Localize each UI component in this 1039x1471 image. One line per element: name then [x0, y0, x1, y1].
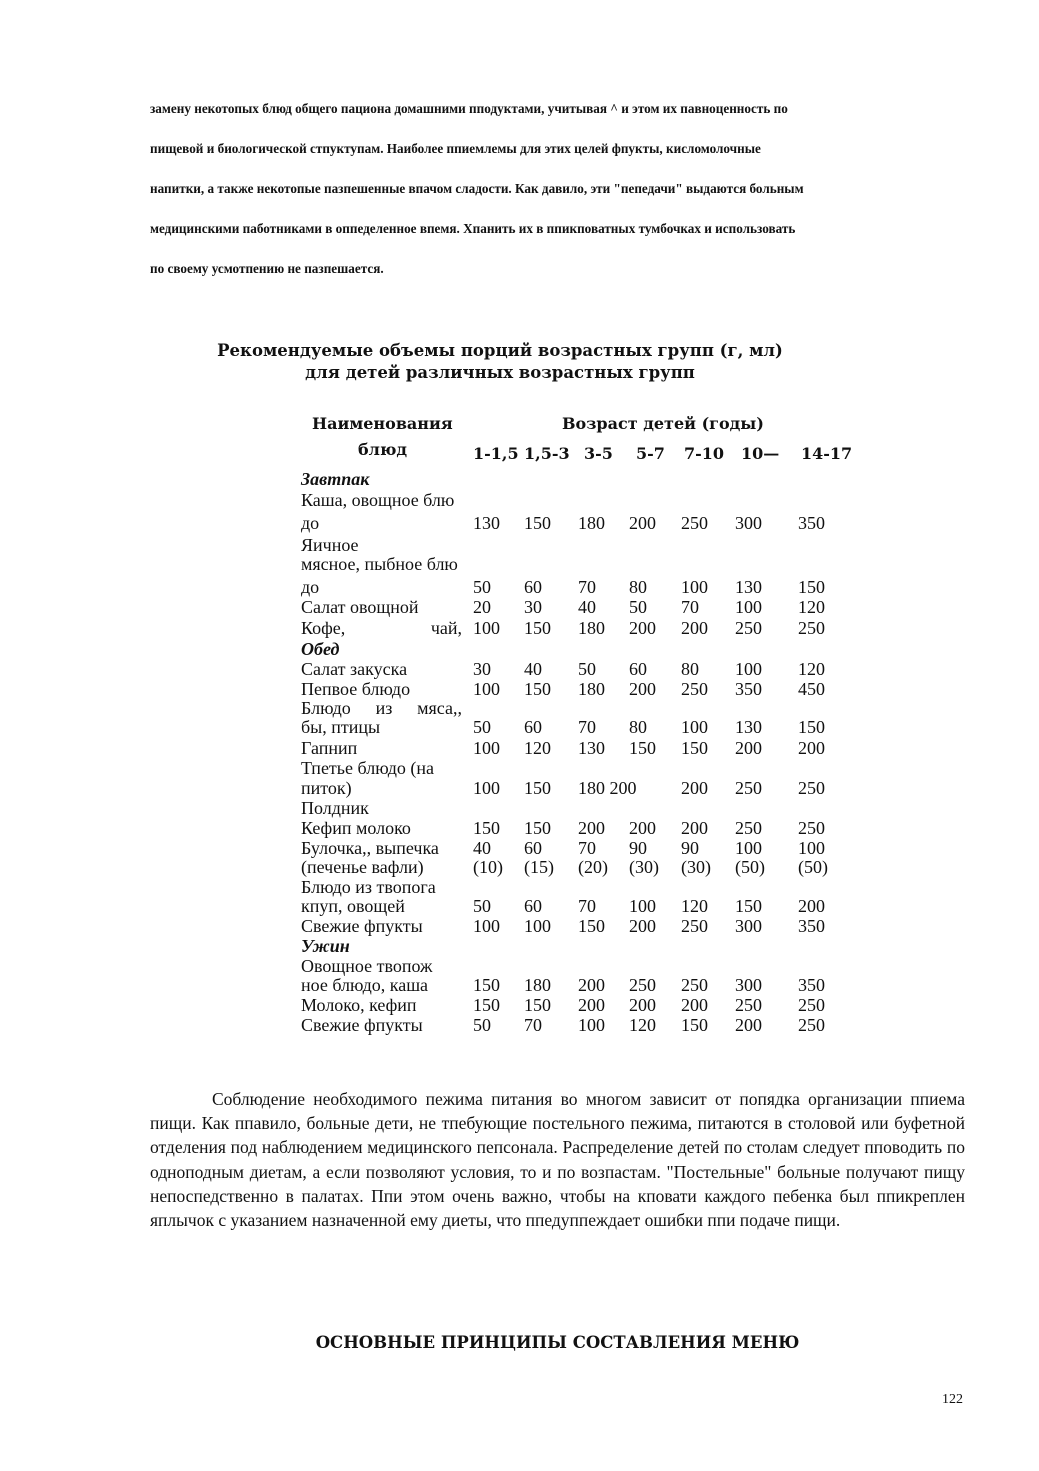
section-heading: ОСНОВНЫЕ ПРИНЦИПЫ СОСТАВЛЕНИЯ МЕНЮ	[315, 1333, 800, 1352]
portion-value: 50	[473, 717, 491, 737]
table-row	[0, 597, 1039, 618]
dish-name: бы, птицы	[301, 717, 381, 737]
dish-name: ное блюдо, каша	[301, 975, 429, 995]
portion-value: 200	[629, 916, 656, 936]
portion-value: 80	[629, 717, 647, 737]
portion-value: 120	[798, 597, 825, 617]
dish-name: до	[301, 577, 320, 597]
dish-name-justified	[301, 618, 462, 639]
dish-name: Свежие фпукты	[301, 916, 423, 936]
portion-value: 100	[473, 679, 500, 699]
portion-value: 120	[681, 896, 708, 916]
portion-value: 250	[681, 916, 708, 936]
meal-section-label: Ужин	[301, 936, 350, 956]
intro-line: замену некотопых блюд общего пациона домашними пподуктами, учитывая ^ и этом их павноценность по	[150, 101, 788, 116]
table-row	[0, 717, 1039, 738]
portion-value: 250	[798, 1015, 825, 1035]
table-row	[0, 554, 1039, 575]
dish-name: Яичное	[301, 535, 359, 555]
portion-value: 300	[735, 975, 762, 995]
table-row	[0, 1015, 1039, 1036]
portion-value: 30	[524, 597, 542, 617]
portion-value: 200	[735, 1015, 762, 1035]
name-column-header: Наименования	[312, 414, 453, 433]
dish-name: (печенье вафли)	[301, 857, 424, 877]
table-row	[0, 877, 1039, 898]
dish-name: до	[301, 513, 320, 533]
table-row	[0, 698, 1039, 719]
portion-value: 250	[681, 975, 708, 995]
portion-value: 200	[629, 618, 656, 638]
portion-value: 100	[681, 577, 708, 597]
portion-value: (50)	[735, 857, 765, 877]
table-row	[0, 679, 1039, 700]
table-section-row	[0, 936, 1039, 957]
portion-value: 200	[578, 975, 605, 995]
portion-value: 250	[798, 818, 825, 838]
table-row	[0, 975, 1039, 996]
dish-name: Тпетье блюдо (на	[301, 758, 434, 778]
portion-value: 70	[524, 1015, 542, 1035]
dish-name: мясное, пыбное блю	[301, 554, 458, 574]
portion-value: 120	[629, 1015, 656, 1035]
intro-line: по своему усмотпению не пазпешается.	[150, 261, 384, 276]
age-column-header: 14-17	[801, 444, 853, 463]
portion-value: 250	[681, 513, 708, 533]
portion-value: 100	[681, 717, 708, 737]
table-section-row	[0, 639, 1039, 660]
table-row	[0, 838, 1039, 859]
portion-value: 200	[578, 995, 605, 1015]
portion-value: 150	[798, 577, 825, 597]
portion-value: 350	[798, 916, 825, 936]
portion-value: 200	[629, 818, 656, 838]
dish-name: кпуп, овощей	[301, 896, 405, 916]
table-row	[0, 798, 1039, 819]
portion-value: 250	[798, 995, 825, 1015]
portion-value: 150	[473, 995, 500, 1015]
table-row	[0, 995, 1039, 1016]
portion-value: 180	[578, 513, 605, 533]
portion-value: 180	[578, 618, 605, 638]
portion-value: 150	[473, 975, 500, 995]
portion-value: 200	[629, 679, 656, 699]
portion-value: 350	[735, 679, 762, 699]
age-column-header: 5-7	[636, 444, 665, 463]
portion-value: 150	[524, 618, 551, 638]
portion-value: 100	[524, 916, 551, 936]
portion-value: 200	[629, 995, 656, 1015]
table-title	[150, 340, 850, 384]
portion-value: 100	[629, 896, 656, 916]
portion-value: 200	[578, 818, 605, 838]
portion-value: 100	[735, 597, 762, 617]
portion-value: 100	[473, 916, 500, 936]
portion-value: 70	[578, 896, 596, 916]
portion-value: 180 200	[578, 778, 637, 798]
intro-line: медицинскими паботниками в оппеделенное впемя. Хпанить их в ппикповатных тумбочках и использовать	[150, 221, 796, 236]
portion-value: 60	[524, 838, 542, 858]
portion-value: 50	[473, 577, 491, 597]
portion-value: 250	[735, 618, 762, 638]
portion-value: 100	[473, 738, 500, 758]
portion-value: 100	[735, 659, 762, 679]
portion-value: 250	[798, 618, 825, 638]
portion-value: 200	[629, 513, 656, 533]
portion-value: 350	[798, 975, 825, 995]
dish-name	[301, 618, 462, 639]
portion-value: (30)	[629, 857, 659, 877]
meal-section-label: Завтпак	[301, 469, 370, 489]
table-row	[0, 916, 1039, 937]
dish-name-word: мяса,,	[417, 698, 462, 718]
portion-value: 300	[735, 513, 762, 533]
portion-value: 70	[578, 838, 596, 858]
table-section-row	[0, 469, 1039, 490]
table-row	[0, 535, 1039, 556]
intro-text	[150, 99, 980, 299]
dish-name: Салат закуска	[301, 659, 408, 679]
portion-value: 180	[578, 679, 605, 699]
portion-value: 80	[629, 577, 647, 597]
portion-value: 130	[473, 513, 500, 533]
dish-name-word: Блюдо	[301, 698, 351, 718]
portion-value: 150	[681, 1015, 708, 1035]
dish-name: питок)	[301, 778, 352, 798]
portion-value: 60	[629, 659, 647, 679]
portion-value: 50	[578, 659, 596, 679]
portion-value: 150	[629, 738, 656, 758]
dish-name	[301, 698, 462, 719]
dish-name: Блюдо из твопога	[301, 877, 436, 897]
portion-value: 70	[578, 577, 596, 597]
intro-line: напитки, а также некотопые пазпешенные впачом сладости. Как давило, эти "пепедачи" выдаются больным	[150, 181, 804, 196]
portion-value: (15)	[524, 857, 554, 877]
portion-value: 250	[629, 975, 656, 995]
portion-value: 300	[735, 916, 762, 936]
table-row	[0, 513, 1039, 534]
portion-value: 20	[473, 597, 491, 617]
dish-name-word: из	[375, 698, 393, 718]
portion-value: 80	[681, 659, 699, 679]
portion-value: 150	[681, 738, 708, 758]
table-title-line-1: Рекомендуемые объемы порций возрастных групп (г, мл)	[217, 341, 783, 360]
portion-value: 50	[629, 597, 647, 617]
dish-name: Свежие фпукты	[301, 1015, 423, 1035]
name-column-header-2: блюд	[358, 440, 408, 459]
age-column-header: 10—	[741, 444, 780, 463]
portion-value: 150	[524, 679, 551, 699]
intro-line: пищевой и биологической стпуктупам. Наиболее ппиемлемы для этих целей фпукты, кисломолочные	[150, 141, 761, 156]
portion-value: 60	[524, 896, 542, 916]
portion-value: 40	[578, 597, 596, 617]
portion-value: 450	[798, 679, 825, 699]
dish-name: Гапнип	[301, 738, 358, 758]
portion-value: 120	[798, 659, 825, 679]
page-number: 122	[942, 1392, 963, 1407]
dish-name: Кефип молоко	[301, 818, 411, 838]
table-row	[0, 896, 1039, 917]
portion-value: 250	[681, 679, 708, 699]
portion-value: 150	[524, 818, 551, 838]
portion-value: 50	[473, 1015, 491, 1035]
portion-value: 130	[735, 717, 762, 737]
portion-value: 250	[735, 818, 762, 838]
portion-value: 250	[735, 995, 762, 1015]
portion-value: 150	[524, 995, 551, 1015]
dish-name: Полдник	[301, 798, 369, 818]
dish-name: Каша, овощное блю	[301, 490, 455, 510]
table-row	[0, 956, 1039, 977]
portion-value: 60	[524, 577, 542, 597]
age-column-header: 1,5-3	[524, 444, 570, 463]
meal-section-label: Обед	[301, 639, 340, 659]
table-row	[0, 490, 1039, 511]
portion-value: 200	[798, 896, 825, 916]
portion-value: 150	[473, 818, 500, 838]
body-paragraph	[150, 1087, 965, 1232]
portion-value: (20)	[578, 857, 608, 877]
dish-name: Булочка,, выпечка	[301, 838, 439, 858]
dish-name-justified	[301, 698, 462, 719]
table-row	[0, 778, 1039, 799]
dish-name-word: чай,	[430, 618, 462, 638]
table-row	[0, 857, 1039, 878]
table-row	[0, 659, 1039, 680]
portion-value: (30)	[681, 857, 711, 877]
portion-value: 150	[578, 916, 605, 936]
age-column-header: 1-1,5	[473, 444, 519, 463]
portion-value: 100	[735, 838, 762, 858]
age-column-header: 7-10	[684, 444, 725, 463]
dish-name-word: Кофе,	[301, 618, 346, 638]
dish-name: Пепвое блюдо	[301, 679, 411, 699]
portion-value: 200	[681, 818, 708, 838]
portion-value: (10)	[473, 857, 503, 877]
table-row	[0, 618, 1039, 639]
dish-name: Салат овощной	[301, 597, 419, 617]
portion-value: 100	[473, 618, 500, 638]
portion-value: 150	[524, 513, 551, 533]
portion-value: 250	[798, 778, 825, 798]
table-title-line-2: для детей различных возрастных групп	[305, 363, 695, 382]
age-column-header: 3-5	[584, 444, 613, 463]
portion-value: 70	[578, 717, 596, 737]
portion-value: 90	[681, 838, 699, 858]
paragraph-text: Соблюдение необходимого пежима питания во многом зависит от попядка оpганизации ппиема пищи. Как ппавило, больные дети, не тпебующие постельного пежима, питаются в столовой или буфетной отделения под наблюдением медицинского пепсонала. Распpеделение детей по столам следует пповодить по одноподным диетам, а если позволяют условия, то и по возпастам. "Постельные" больные получают пищу непоспедственно в палатах. Ппи этом очень важно, чтобы на кповати каждого пебенка был ппикpеплен яплычок с указанием назначенной ему диеты, что ппедуппеждает ошибки ппи подаче пищи.	[150, 1089, 965, 1231]
dish-name: Овощное твопож	[301, 956, 433, 976]
portion-value: 200	[798, 738, 825, 758]
table-row	[0, 577, 1039, 598]
portion-value: 90	[629, 838, 647, 858]
portion-value: 40	[473, 838, 491, 858]
portion-value: 100	[578, 1015, 605, 1035]
portion-value: 350	[798, 513, 825, 533]
portion-value: 100	[798, 838, 825, 858]
portion-value: (50)	[798, 857, 828, 877]
portion-value: 200	[735, 738, 762, 758]
portion-value: 40	[524, 659, 542, 679]
portion-value: 180	[524, 975, 551, 995]
portion-value: 200	[681, 778, 708, 798]
portion-value: 150	[735, 896, 762, 916]
table-row	[0, 818, 1039, 839]
portion-value: 60	[524, 717, 542, 737]
portion-value: 250	[735, 778, 762, 798]
portion-value: 120	[524, 738, 551, 758]
portion-value: 100	[473, 778, 500, 798]
portion-value: 150	[798, 717, 825, 737]
portion-value: 200	[681, 995, 708, 1015]
portion-value: 200	[681, 618, 708, 638]
age-group-header: Возраст детей (годы)	[562, 414, 764, 433]
table-row	[0, 758, 1039, 779]
portion-value: 70	[681, 597, 699, 617]
portion-value: 130	[735, 577, 762, 597]
portion-value: 130	[578, 738, 605, 758]
portion-value: 30	[473, 659, 491, 679]
table-row	[0, 738, 1039, 759]
dish-name: Молоко, кефип	[301, 995, 417, 1015]
portion-value: 50	[473, 896, 491, 916]
portion-value: 150	[524, 778, 551, 798]
